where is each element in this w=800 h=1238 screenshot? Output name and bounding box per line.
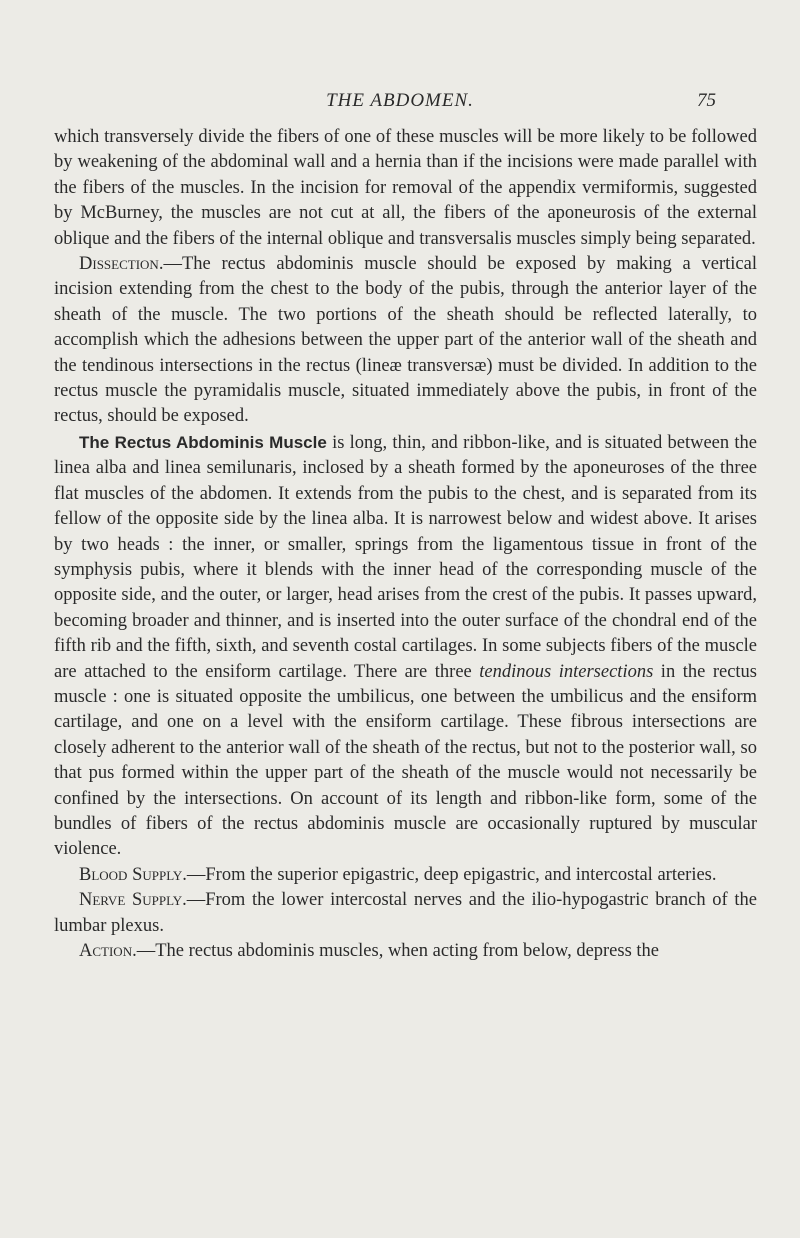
italic-term: tendinous intersections [479, 661, 654, 682]
paragraph-appendix-incision [54, 125, 757, 252]
paragraph-text: .—From the superior epigastric, deep epigastric, and intercostal arteries. [182, 864, 717, 885]
paragraph-nerve-supply [54, 888, 757, 939]
paragraph-text: is long, thin, and ribbon-like, and is situated between the linea alba and linea semilunaris, inclosed by a sheath formed by the aponeuroses of the three flat muscles of the abdomen. It extends from the pubis to the chest, and is separated from its fellow of the opposite side by the linea alba. It is narrowest below and widest above. It arises by two heads : the inner, or smaller, springs from the ligamentous tissue in front of the symphysis pubis, where it blends with the inner head of the corresponding muscle of the opposite side, and the outer, or larger, head arises from the crest of the pubis. It passes upward, becoming broader and thinner, and is inserted into the outer surface of the chondral end of the fifth rib and the fifth, sixth, and seventh costal cartilages. In some subjects fibers of the muscle are attached to the ensiform cartilage. There are three [54, 432, 757, 682]
paragraph-text: which transversely divide the fibers of one of these muscles will be more likely to be followed by weakening of the abdominal wall and a hernia than if the incisions were made parallel with the fibers of the muscles. In the incision for removal of the appendix vermiformis, suggested by McBurney, the muscles are not cut at all, the fibers of the aponeurosis of the external oblique and the fibers of the internal oblique and transversalis muscles simply being separated. [54, 127, 757, 249]
section-label-blood-supply: Blood Supply [79, 864, 183, 885]
paragraph-blood-supply [54, 863, 757, 888]
page-number: 75 [697, 90, 716, 111]
body-text [54, 125, 757, 964]
paragraph-text: .—The rectus abdominis muscles, when acting from below, depress the [132, 941, 660, 961]
section-label-nerve-supply: Nerve Supply [79, 890, 183, 911]
section-label-action: Action [79, 941, 133, 961]
section-heading-rectus: The Rectus Abdominis Muscle [79, 432, 327, 452]
paragraph-rectus-abdominis [54, 430, 757, 863]
paragraph-text: .—The rectus abdominis muscle should be exposed by making a vertical incision extending from the chest to the body of the pubis, through the anterior layer of the sheath of the muscle. The two portions of the sheath should be reflected laterally, to accomplish which the adhesions between the upper part of the anterior wall of the sheath and the tendinous intersections in the rectus (lineæ transversæ) must be divided. In addition to the rectus muscle the pyramidalis muscle, situated immediately above the pubis, in front of the rectus, should be exposed. [54, 254, 757, 427]
running-title: THE ABDOMEN. [326, 90, 474, 111]
paragraph-action [54, 939, 757, 964]
section-label-dissection: Dissection [79, 254, 159, 275]
page-header [0, 90, 800, 118]
paragraph-text: .—From the lower intercostal nerves and the ilio-hypogastric branch of the lumbar plexus. [54, 890, 757, 936]
paragraph-dissection [54, 252, 757, 430]
paragraph-text: in the rectus muscle : one is situated opposite the umbilicus, one between the umbilicus and the ensiform cartilage, and one on a level with the ensiform cartilage. These fibrous intersections are closely adherent to the anterior wall of the sheath of the rectus, but not to the posterior wall, so that pus formed within the upper part of the sheath of the muscle would not necessarily be confined by the intersections. On account of its length and ribbon-like form, some of the bundles of fibers of the rectus abdominis muscle are occasionally ruptured by muscular violence. [54, 661, 757, 860]
